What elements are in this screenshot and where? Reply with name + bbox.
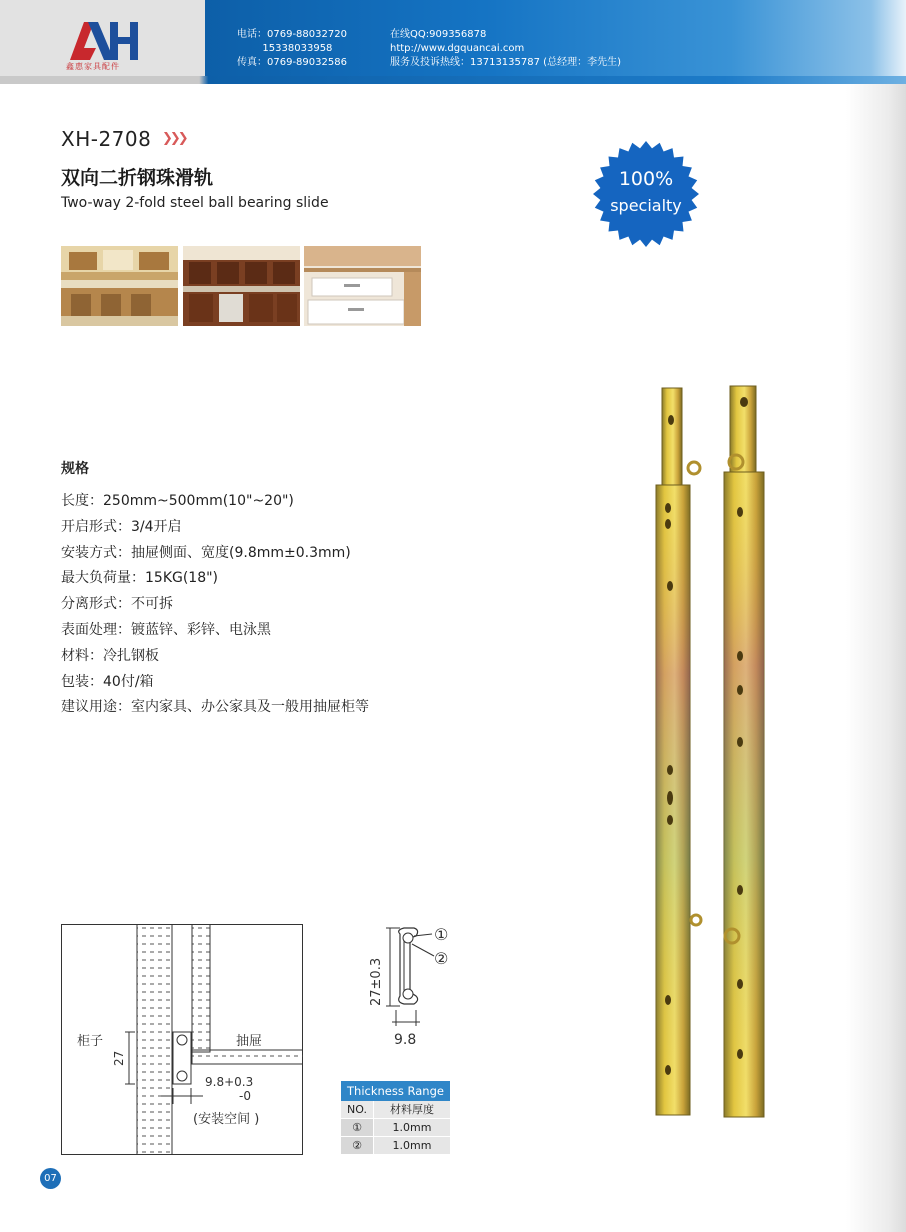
installation-drawing bbox=[61, 924, 303, 1155]
profile-height-label: 27±0.3 bbox=[369, 957, 384, 1006]
profile-marker-1: ① bbox=[434, 925, 449, 944]
spec-heading: 规格 bbox=[61, 461, 89, 477]
contact-phone-fax: 电话：0769-88032720 15338033958 传真：0769-89032586 bbox=[237, 29, 347, 68]
contact-online: 在线QQ:909356878 http://www.dgquancai.com 服务及投诉热线：13713135787 (总经理：李先生) bbox=[390, 29, 621, 68]
brand-logo bbox=[70, 20, 140, 60]
spec-length: 长度：250mm~500mm(10"~20") bbox=[61, 493, 294, 509]
height-dimension: 27 bbox=[112, 1050, 126, 1066]
table-row bbox=[341, 1137, 450, 1155]
profile-drawing bbox=[360, 922, 460, 1050]
page-header bbox=[0, 0, 906, 84]
spec-usage: 建议用途：室内家具、办公家具及一般用抽屉柜等 bbox=[61, 699, 369, 716]
spec-max-load: 最大负荷量：15KG(18") bbox=[61, 570, 219, 587]
badge-specialty: specialty bbox=[610, 196, 682, 215]
cabinet-label: 柜子 bbox=[77, 1034, 104, 1049]
thickness-col-material: 材料厚度 bbox=[373, 1101, 450, 1118]
spec-material: 材料：冷扎钢板 bbox=[61, 647, 159, 664]
spec-separation: 分离形式：不可拆 bbox=[61, 596, 173, 613]
model-number: XH-2708 bbox=[61, 127, 152, 151]
product-title-cn: 双向二折钢珠滑轨 bbox=[61, 167, 214, 189]
thickness-value: 1.0mm bbox=[373, 1137, 450, 1154]
spec-install: 安装方式：抽屉侧面、宽度(9.8mm±0.3mm) bbox=[61, 544, 351, 561]
thickness-no: ① bbox=[341, 1119, 373, 1136]
logo-area bbox=[0, 0, 205, 76]
kitchen-photo-1 bbox=[61, 246, 178, 326]
table-row bbox=[341, 1119, 450, 1137]
thickness-col-no: NO. bbox=[341, 1101, 373, 1118]
product-title-en: Two-way 2-fold steel ball bearing slide bbox=[61, 195, 329, 211]
chevron-right-icon: ❯❯❯ bbox=[162, 131, 186, 146]
drawer-label: 抽屉 bbox=[236, 1034, 263, 1049]
thickness-title: Thickness Range bbox=[341, 1081, 450, 1101]
logo-text: 鑫惠家具配件 bbox=[66, 62, 120, 71]
gap-dimension: 9.8+0.3 bbox=[205, 1075, 254, 1089]
spec-packing: 包装：40付/箱 bbox=[61, 673, 154, 690]
slide-rail-image bbox=[640, 380, 790, 1120]
gap-tolerance: -0 bbox=[239, 1089, 251, 1103]
page-edge-shadow bbox=[846, 84, 906, 1232]
kitchen-photo-2 bbox=[183, 246, 300, 326]
thickness-table bbox=[341, 1081, 450, 1155]
thickness-no: ② bbox=[341, 1137, 373, 1154]
specialty-badge bbox=[592, 140, 700, 248]
spec-finish: 表面处理：镀蓝锌、彩锌、电泳黑 bbox=[61, 621, 271, 638]
install-space-label: (安装空间 ) bbox=[193, 1112, 260, 1127]
spec-opening: 开启形式：3/4开启 bbox=[61, 518, 182, 535]
thickness-header-row bbox=[341, 1101, 450, 1119]
badge-percent: 100% bbox=[618, 168, 674, 190]
spec-list bbox=[61, 459, 369, 721]
profile-marker-2: ② bbox=[434, 949, 449, 968]
header-divider bbox=[0, 76, 906, 84]
profile-width-label: 9.8 bbox=[394, 1032, 417, 1048]
drawer-photo bbox=[304, 246, 421, 326]
thickness-value: 1.0mm bbox=[373, 1119, 450, 1136]
page-number: 07 bbox=[40, 1168, 61, 1189]
